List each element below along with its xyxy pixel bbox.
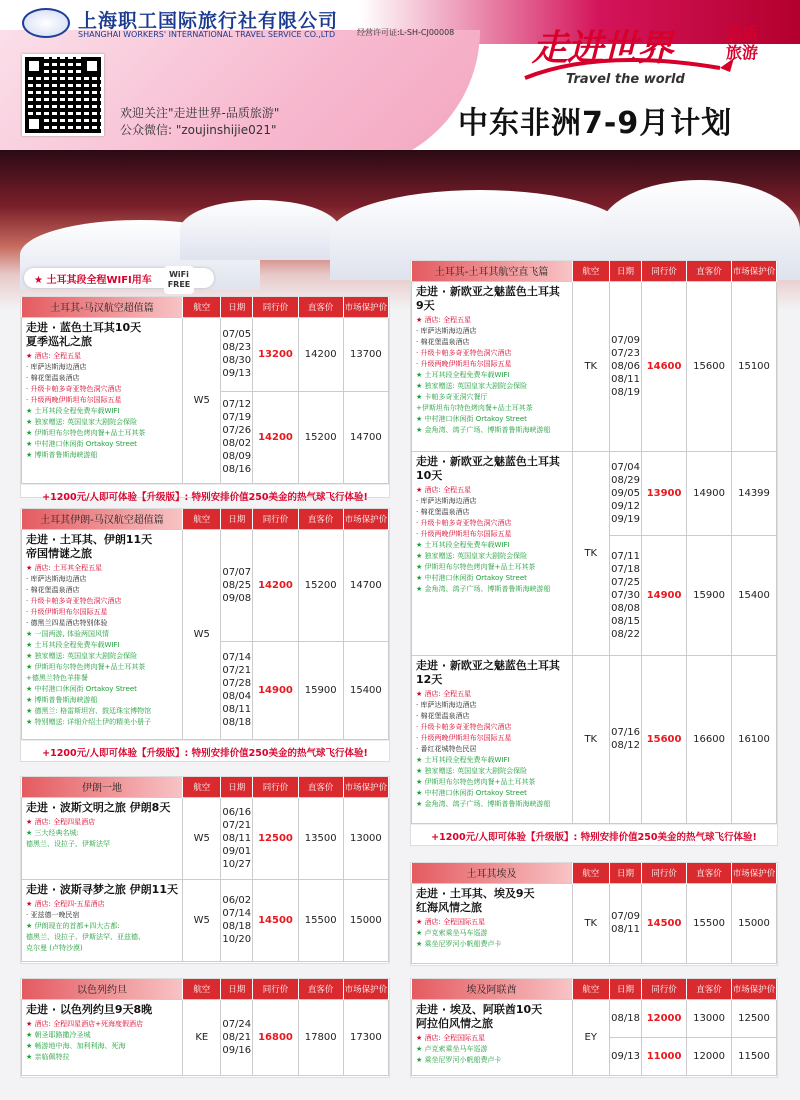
route-feature: ★ 独家赠送: 英国皇家大剧院会保险 bbox=[416, 766, 528, 775]
route-feature: ★ 独家赠送: 英国皇家大剧院会保险 bbox=[416, 551, 528, 560]
col-peer: 同行价 bbox=[253, 979, 298, 999]
airline-code: W5 bbox=[183, 797, 221, 879]
departure-dates: 07/11 07/18 07/25 07/30 08/08 08/15 08/22 bbox=[610, 535, 642, 655]
route-feature: ★ 土耳其段全程免费车载WIFI bbox=[26, 406, 120, 415]
market-price: 15000 bbox=[343, 879, 388, 961]
route-description bbox=[22, 317, 183, 483]
route-description bbox=[412, 655, 573, 823]
route-feature: · 棉花堡温泉酒店 bbox=[26, 585, 80, 594]
col-market: 市场保护价 bbox=[343, 777, 388, 797]
wifi-icon: WiFi FREE bbox=[164, 266, 194, 294]
route-feature: ★ 伊斯坦布尔特色烤肉餐+品土耳其茶 bbox=[26, 662, 146, 671]
route-feature: +德黑兰特色羊排餐 bbox=[26, 673, 88, 682]
company-name-en: SHANGHAI WORKERS' INTERNATIONAL TRAVEL SERVICE CO.,LTD bbox=[78, 30, 336, 39]
airline-code: KE bbox=[183, 999, 221, 1075]
route-feature: ★ 伊斯坦布尔特色烤肉餐+品土耳其茶 bbox=[416, 777, 536, 786]
col-date: 日期 bbox=[221, 979, 253, 999]
route-feature: ★ 独家赠送: 英国皇家大剧院会保险 bbox=[26, 651, 138, 660]
route-feature: ★ 酒店: 全程五星 bbox=[416, 485, 472, 494]
peer-price: 14900 bbox=[642, 535, 687, 655]
route-feature: ★ 独家赠送: 英国皇家大剧院会保险 bbox=[26, 417, 138, 426]
market-price: 15400 bbox=[732, 535, 777, 655]
col-market: 市场保护价 bbox=[732, 979, 777, 999]
header-area bbox=[0, 0, 800, 150]
route-feature: ★ 卡帕多奇亚洞穴餐厅 bbox=[416, 392, 488, 401]
route-title[interactable]: 走进 · 波斯文明之旅 伊朗8天 bbox=[26, 800, 171, 814]
airline-code: W5 bbox=[183, 879, 221, 961]
section-header: 埃及阿联酋 bbox=[412, 979, 573, 999]
route-feature: ★ 金角湾、鸽子广场、博斯普鲁斯海峡游船 bbox=[416, 425, 551, 434]
col-peer: 同行价 bbox=[253, 777, 298, 797]
route-feature: ★ 土耳其段全程免费车载WIFI bbox=[26, 640, 120, 649]
peer-price: 14500 bbox=[253, 879, 298, 961]
table-row bbox=[22, 879, 389, 961]
route-title[interactable]: 走进 · 新欧亚之魅蓝色土耳其 9天 bbox=[416, 284, 560, 312]
direct-price: 15500 bbox=[298, 879, 343, 961]
route-feature: 德黑兰、设拉子、伊斯法罕、亚兹德、 bbox=[26, 932, 145, 941]
route-feature: · 棉花堡温泉酒店 bbox=[416, 711, 470, 720]
route-feature: ★ 酒店: 全程四星酒店+死海度假酒店 bbox=[26, 1019, 143, 1028]
col-air: 航空 bbox=[572, 979, 609, 999]
route-feature: · 升级两晚伊斯坦布尔国际五星 bbox=[416, 733, 512, 742]
license-number: 经营许可证:L-SH-CJ00008 bbox=[357, 28, 455, 37]
route-title[interactable]: 走进 · 新欧亚之魅蓝色土耳其 10天 bbox=[416, 454, 560, 482]
route-feature: · 库萨达斯海边酒店 bbox=[416, 326, 477, 335]
market-price: 16100 bbox=[732, 655, 777, 823]
market-price: 14700 bbox=[343, 529, 388, 641]
route-feature: ★ 酒店: 全程五星 bbox=[26, 351, 82, 360]
upgrade-note: +1200元/人即可体验【升级版】: 特别安排价值250美金的热气球飞行体验! bbox=[21, 740, 389, 763]
route-feature: ★ 亲临佩特拉 bbox=[26, 1052, 70, 1061]
airline-code: TK bbox=[572, 451, 609, 655]
route-feature: ★ 酒店: 全程四星酒店 bbox=[26, 817, 96, 826]
wechat-account: 公众微信: "zoujinshijie021" bbox=[120, 123, 277, 137]
section-header: 以色列约旦 bbox=[22, 979, 183, 999]
route-feature: ★ 特别赠送: 详细介绍土伊的精美小册子 bbox=[26, 717, 152, 726]
route-feature: ★ 土耳其段全程免费车载WIFI bbox=[416, 370, 510, 379]
route-feature: ★ 酒店: 全程五星 bbox=[416, 689, 472, 698]
col-direct: 直客价 bbox=[687, 261, 732, 281]
route-feature: ★ 酒店: 全程国际五星 bbox=[416, 1033, 486, 1042]
departure-dates: 07/05 08/23 08/30 09/13 bbox=[221, 317, 253, 391]
market-price: 15000 bbox=[732, 883, 777, 963]
col-direct: 直客价 bbox=[298, 777, 343, 797]
table-row bbox=[22, 317, 389, 391]
peer-price: 11000 bbox=[642, 1037, 687, 1075]
col-direct: 直客价 bbox=[687, 863, 732, 883]
col-peer: 同行价 bbox=[253, 297, 298, 317]
departure-dates: 07/09 08/11 bbox=[610, 883, 642, 963]
table-row bbox=[412, 883, 777, 963]
col-date: 日期 bbox=[221, 297, 253, 317]
route-feature: · 库萨达斯海边酒店 bbox=[416, 496, 477, 505]
table-row bbox=[412, 999, 777, 1037]
peer-price: 14500 bbox=[642, 883, 687, 963]
peer-price: 14200 bbox=[253, 391, 298, 483]
col-air: 航空 bbox=[183, 979, 221, 999]
route-feature: ★ 中村港口休闲街 Ortakoy Street bbox=[26, 684, 137, 693]
col-direct: 直客价 bbox=[687, 979, 732, 999]
departure-dates: 07/12 07/19 07/26 08/02 08/09 08/16 bbox=[221, 391, 253, 483]
departure-dates: 07/04 08/29 09/05 09/12 09/19 bbox=[610, 451, 642, 535]
direct-price: 12000 bbox=[687, 1037, 732, 1075]
airline-code: TK bbox=[572, 655, 609, 823]
upgrade-note: +1200元/人即可体验【升级版】: 特别安排价值250美金的热气球飞行体验! bbox=[21, 484, 389, 507]
departure-dates: 07/07 08/25 09/08 bbox=[221, 529, 253, 641]
route-feature: · 棉花堡温泉酒店 bbox=[416, 337, 470, 346]
section-header: 土耳其-马汉航空超值篇 bbox=[22, 297, 183, 317]
route-feature: ★ 金角湾、鸽子广场、博斯普鲁斯海峡游船 bbox=[416, 799, 551, 808]
col-peer: 同行价 bbox=[642, 261, 687, 281]
peer-price: 14600 bbox=[642, 281, 687, 451]
col-date: 日期 bbox=[221, 509, 253, 529]
peer-price: 13900 bbox=[642, 451, 687, 535]
route-description bbox=[412, 451, 573, 655]
section-turkey-tk bbox=[410, 260, 778, 846]
direct-price: 14200 bbox=[298, 317, 343, 391]
route-feature: ★ 酒店: 全程四-五星酒店 bbox=[26, 899, 105, 908]
route-feature: · 升级卡帕多奇亚特色洞穴酒店 bbox=[416, 722, 512, 731]
route-description bbox=[22, 797, 183, 879]
section-iran bbox=[20, 776, 390, 964]
airline-code: TK bbox=[572, 883, 609, 963]
peer-price: 12000 bbox=[642, 999, 687, 1037]
price-table bbox=[411, 979, 777, 1076]
route-feature: ★ 朝圣耶路撒冷圣城 bbox=[26, 1030, 91, 1039]
table-row bbox=[412, 281, 777, 451]
route-feature: ★ 中村港口休闲街 Ortakoy Street bbox=[416, 788, 527, 797]
route-feature: ★ 卢克索乘坐马车巡游 bbox=[416, 1044, 488, 1053]
direct-price: 14900 bbox=[687, 451, 732, 535]
departure-dates: 07/09 07/23 08/06 08/11 08/19 bbox=[610, 281, 642, 451]
route-feature: ★ 乘坐尼罗河小帆船费卢卡 bbox=[416, 939, 502, 948]
market-price: 14399 bbox=[732, 451, 777, 535]
market-price: 15400 bbox=[343, 641, 388, 739]
route-feature: · 亚兹德一晚民宿 bbox=[26, 910, 80, 919]
route-feature: ★ 伊朗现在的首都+四大古都: bbox=[26, 921, 120, 930]
brand-en: Travel the world bbox=[566, 72, 685, 87]
route-feature: ★ 三大经典名城: bbox=[26, 828, 79, 837]
col-market: 市场保护价 bbox=[732, 261, 777, 281]
departure-dates: 07/14 07/21 07/28 08/04 08/11 08/18 bbox=[221, 641, 253, 739]
price-table bbox=[411, 261, 777, 824]
brand-side: 品质旅游 bbox=[726, 24, 759, 62]
route-feature: · 升级两晚伊斯坦布尔国际五星 bbox=[416, 529, 512, 538]
section-egypt-uae bbox=[410, 978, 778, 1078]
route-feature: +伊斯坦布尔特色烤肉餐+品土耳其茶 bbox=[416, 403, 533, 412]
route-feature: ★ 土耳其段全程免费车载WIFI bbox=[416, 540, 510, 549]
route-feature: · 升级两晚伊斯坦布尔国际五星 bbox=[416, 359, 512, 368]
col-direct: 直客价 bbox=[298, 979, 343, 999]
route-feature: · 棉花堡温泉酒店 bbox=[26, 373, 80, 382]
direct-price: 16600 bbox=[687, 655, 732, 823]
table-row bbox=[412, 451, 777, 535]
col-market: 市场保护价 bbox=[343, 297, 388, 317]
price-table bbox=[21, 297, 389, 484]
route-feature: ★ 博斯普鲁斯海峡游船 bbox=[26, 695, 98, 704]
col-peer: 同行价 bbox=[642, 863, 687, 883]
route-feature: ★ 金角湾、鸽子广场、博斯普鲁斯海峡游船 bbox=[416, 584, 551, 593]
market-price: 13000 bbox=[343, 797, 388, 879]
route-feature: · 升级伊斯坦布尔国际五星 bbox=[26, 607, 108, 616]
airline-code: W5 bbox=[183, 529, 221, 739]
departure-dates: 09/13 bbox=[610, 1037, 642, 1075]
col-air: 航空 bbox=[183, 297, 221, 317]
route-description bbox=[412, 999, 573, 1075]
route-feature: ★ 伊斯坦布尔特色烤肉餐+品土耳其茶 bbox=[416, 562, 536, 571]
col-market: 市场保护价 bbox=[343, 979, 388, 999]
route-feature: · 升级卡帕多奇亚特色洞穴酒店 bbox=[26, 596, 122, 605]
col-direct: 直客价 bbox=[298, 297, 343, 317]
route-feature: ★ 独家赠送: 英国皇家大剧院会保险 bbox=[416, 381, 528, 390]
col-air: 航空 bbox=[572, 863, 609, 883]
route-feature: ★ 酒店: 全程国际五星 bbox=[416, 917, 486, 926]
section-turkey-mahan bbox=[20, 296, 390, 503]
direct-price: 15900 bbox=[687, 535, 732, 655]
market-price: 11500 bbox=[732, 1037, 777, 1075]
col-peer: 同行价 bbox=[642, 979, 687, 999]
market-price: 17300 bbox=[343, 999, 388, 1075]
peer-price: 15600 bbox=[642, 655, 687, 823]
market-price: 12500 bbox=[732, 999, 777, 1037]
departure-dates: 06/16 07/21 08/11 09/01 10/27 bbox=[221, 797, 253, 879]
route-title[interactable]: 走进 · 蓝色土耳其10天 夏季巡礼之旅 bbox=[26, 320, 142, 348]
qr-code-icon[interactable] bbox=[22, 54, 104, 136]
route-description bbox=[412, 883, 573, 963]
departure-dates: 08/18 bbox=[610, 999, 642, 1037]
direct-price: 13500 bbox=[298, 797, 343, 879]
section-header: 伊朗一地 bbox=[22, 777, 183, 797]
table-row bbox=[22, 999, 389, 1075]
airline-code: TK bbox=[572, 281, 609, 451]
upgrade-note: +1200元/人即可体验【升级版】: 特别安排价值250美金的热气球飞行体验! bbox=[411, 824, 777, 847]
table-row bbox=[412, 655, 777, 823]
direct-price: 15600 bbox=[687, 281, 732, 451]
market-price: 13700 bbox=[343, 317, 388, 391]
route-description bbox=[22, 999, 183, 1075]
route-feature: ★ 伊斯坦布尔特色烤肉餐+品土耳其茶 bbox=[26, 428, 146, 437]
route-feature: · 棉花堡温泉酒店 bbox=[416, 507, 470, 516]
departure-dates: 06/02 07/14 08/18 10/20 bbox=[221, 879, 253, 961]
peer-price: 16800 bbox=[253, 999, 298, 1075]
route-feature: 克尔曼 (卢特沙漠) bbox=[26, 943, 83, 952]
price-table bbox=[21, 509, 389, 740]
peer-price: 14900 bbox=[253, 641, 298, 739]
table-row bbox=[22, 797, 389, 879]
col-peer: 同行价 bbox=[253, 509, 298, 529]
route-feature: ★ 一国两游, 体验两国风情 bbox=[26, 629, 109, 638]
direct-price: 15200 bbox=[298, 529, 343, 641]
direct-price: 13000 bbox=[687, 999, 732, 1037]
route-feature: ★ 酒店: 土耳其全程五星 bbox=[26, 563, 103, 572]
peer-price: 12500 bbox=[253, 797, 298, 879]
route-feature: ★ 中村港口休闲街 Ortakoy Street bbox=[416, 573, 527, 582]
route-title[interactable]: 走进 · 新欧亚之魅蓝色土耳其 12天 bbox=[416, 658, 560, 686]
route-feature: · 升级卡帕多奇亚特色洞穴酒店 bbox=[26, 384, 122, 393]
col-date: 日期 bbox=[610, 863, 642, 883]
route-title[interactable]: 走进 · 土耳其、埃及9天 红海风情之旅 bbox=[416, 886, 535, 914]
table-row bbox=[22, 529, 389, 641]
brand-logo bbox=[520, 20, 790, 92]
route-feature: ★ 乘坐尼罗河小帆船费卢卡 bbox=[416, 1055, 502, 1064]
departure-dates: 07/24 08/21 09/16 bbox=[221, 999, 253, 1075]
market-price: 15100 bbox=[732, 281, 777, 451]
section-header: 土耳其伊朗-马汉航空超值篇 bbox=[22, 509, 183, 529]
route-title[interactable]: 走进 · 以色列约旦9天8晚 bbox=[26, 1002, 153, 1016]
direct-price: 17800 bbox=[298, 999, 343, 1075]
departure-dates: 07/16 08/12 bbox=[610, 655, 642, 823]
col-date: 日期 bbox=[610, 261, 642, 281]
route-feature: · 库萨达斯海边酒店 bbox=[26, 574, 87, 583]
col-air: 航空 bbox=[183, 509, 221, 529]
price-table bbox=[411, 863, 777, 964]
company-name-cn: 上海职工国际旅行社有限公司 bbox=[78, 10, 339, 32]
route-feature: ★ 中村港口休闲街 Ortakoy Street bbox=[26, 439, 137, 448]
welcome-text: 欢迎关注"走进世界-品质旅游" bbox=[120, 106, 280, 120]
route-description bbox=[22, 879, 183, 961]
market-price: 14700 bbox=[343, 391, 388, 483]
route-feature: · 升级两晚伊斯坦布尔国际五星 bbox=[26, 395, 122, 404]
page-title: 中东非洲7-9月计划 bbox=[458, 106, 733, 141]
price-table bbox=[21, 777, 389, 962]
airline-code: EY bbox=[572, 999, 609, 1075]
peer-price: 14200 bbox=[253, 529, 298, 641]
price-table bbox=[21, 979, 389, 1076]
col-market: 市场保护价 bbox=[732, 863, 777, 883]
direct-price: 15900 bbox=[298, 641, 343, 739]
direct-price: 15500 bbox=[687, 883, 732, 963]
direct-price: 15200 bbox=[298, 391, 343, 483]
col-date: 日期 bbox=[221, 777, 253, 797]
section-turkey-egypt bbox=[410, 862, 778, 966]
brand-main: 走进世界 bbox=[532, 28, 673, 69]
col-date: 日期 bbox=[610, 979, 642, 999]
col-air: 航空 bbox=[572, 261, 609, 281]
route-title[interactable]: 走进 · 埃及、阿联酋10天 阿拉伯风情之旅 bbox=[416, 1002, 543, 1030]
route-feature: ★ 酒店: 全程五星 bbox=[416, 315, 472, 324]
route-title[interactable]: 走进 · 波斯寻梦之旅 伊朗11天 bbox=[26, 882, 178, 896]
route-feature: ★ 卢克索乘坐马车巡游 bbox=[416, 928, 488, 937]
route-title[interactable]: 走进 · 土耳其、伊朗11天 帝国情谜之旅 bbox=[26, 532, 153, 560]
section-israel-jordan bbox=[20, 978, 390, 1078]
route-feature: ★ 土耳其段全程免费车载WIFI bbox=[416, 755, 510, 764]
route-feature: ★ 畅游地中海、加利利海、死海 bbox=[26, 1041, 126, 1050]
globe-logo-icon bbox=[22, 8, 70, 38]
route-feature: · 升级卡帕多奇亚特色洞穴酒店 bbox=[416, 518, 512, 527]
route-feature: · 德黑兰四星酒店特别体验 bbox=[26, 618, 108, 627]
peer-price: 13200 bbox=[253, 317, 298, 391]
airline-code: W5 bbox=[183, 317, 221, 483]
route-description bbox=[412, 281, 573, 451]
section-header: 土耳其-土耳其航空直飞篇 bbox=[412, 261, 573, 281]
section-header: 土耳其埃及 bbox=[412, 863, 573, 883]
route-description bbox=[22, 529, 183, 739]
route-feature: ★ 中村港口休闲街 Ortakoy Street bbox=[416, 414, 527, 423]
wifi-badge: ★ 土耳其段全程WIFI用车 bbox=[24, 268, 214, 288]
route-feature: · 库萨达斯海边酒店 bbox=[416, 700, 477, 709]
col-air: 航空 bbox=[183, 777, 221, 797]
route-feature: ★ 博斯普鲁斯海峡游船 bbox=[26, 450, 98, 459]
col-market: 市场保护价 bbox=[343, 509, 388, 529]
route-feature: ★ 德黑兰: 格雷斯坦宫、鼓廷珠宝博物馆 bbox=[26, 706, 152, 715]
route-feature: · 库萨达斯海边酒店 bbox=[26, 362, 87, 371]
section-turkey-iran bbox=[20, 508, 390, 762]
route-feature: · 番红花城特色民居 bbox=[416, 744, 477, 753]
col-direct: 直客价 bbox=[298, 509, 343, 529]
route-feature: · 升级卡帕多奇亚特色洞穴酒店 bbox=[416, 348, 512, 357]
route-feature: 德黑兰、设拉子、伊斯法罕 bbox=[26, 839, 110, 848]
